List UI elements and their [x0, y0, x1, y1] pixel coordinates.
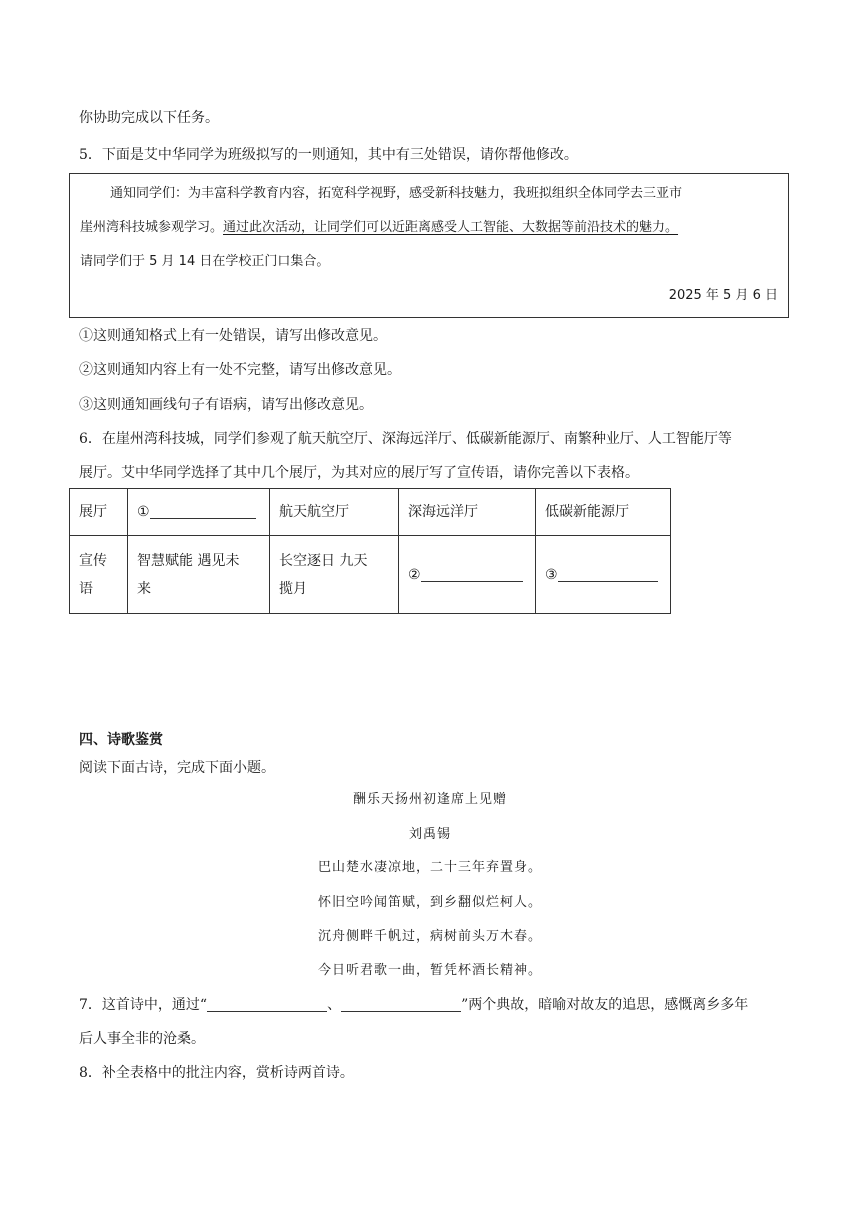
notice-date: 2025 年 5 月 6 日 [668, 288, 778, 303]
q6-stem-line1: 6．在崖州湾科技城，同学们参观了航天航空厅、深海远洋厅、低碳新能源厅、南繁种业厅、人工智能厅等 [79, 431, 732, 447]
q5-sub2: ②这则通知内容上有一处不完整，请写出修改意见。 [79, 362, 401, 378]
q7-line2: 后人事全非的沧桑。 [79, 1031, 205, 1047]
slogan-text: 来 [137, 580, 151, 597]
table-row [70, 536, 671, 614]
q5-sub1: ①这则通知格式上有一处错误，请写出修改意见。 [79, 328, 387, 344]
table-header-cell [70, 489, 128, 536]
slogan-text: 长空逐日 九天 [279, 552, 368, 569]
poem-line: 沉舟侧畔千帆过，病树前头万木春。 [317, 929, 542, 944]
poem-line: 怀旧空吟闻笛赋，到乡翻似烂柯人。 [317, 895, 542, 910]
q7-answer-blank-1[interactable] [207, 995, 327, 1012]
notice-line-1: 通知同学们：为丰富科学教育内容，拓宽科学视野，感受新科技魅力，我班拟组织全体同学去三亚市 [110, 186, 683, 201]
answer-blank-1[interactable] [150, 502, 256, 519]
poem-line: 今日听君歌一曲，暂凭杯酒长精神。 [317, 963, 542, 978]
answer-blank-2[interactable] [421, 565, 523, 582]
notice-box [69, 173, 789, 318]
q7-separator: 、 [327, 997, 342, 1013]
answer-blank-3[interactable] [558, 565, 658, 582]
section-instruction: 阅读下面古诗，完成下面小题。 [79, 760, 275, 776]
poem-title: 酬乐天扬州初逢席上见赠 [352, 792, 507, 807]
blank-marker-2: ② [408, 566, 421, 583]
notice-line-2 [80, 218, 678, 238]
table-header-cell [70, 536, 128, 614]
hall-name: 深海远洋厅 [408, 504, 478, 520]
header-label: 展厅 [79, 504, 107, 520]
blank-marker-3: ③ [545, 566, 558, 583]
table-cell [399, 489, 536, 536]
table-cell [270, 536, 399, 614]
q5-sub3: ③这则通知画线句子有语病，请写出修改意见。 [79, 397, 373, 413]
notice-underlined-sentence: 通过此次活动，让同学们可以近距离感受人工智能、大数据等前沿技术的魅力。 [223, 220, 679, 235]
q5-stem: 5．下面是艾中华同学为班级拟写的一则通知，其中有三处错误，请你帮他修改。 [79, 147, 578, 163]
q7-prefix: 7．这首诗中，通过“ [79, 997, 208, 1013]
table-cell [536, 536, 671, 614]
hall-name: 低碳新能源厅 [545, 504, 629, 520]
section-title: 四、诗歌鉴赏 [79, 732, 163, 748]
slogan-text: 智慧赋能 遇见未 [137, 552, 240, 569]
notice-line-3: 请同学们于 5 月 14 日在学校正门口集合。 [80, 254, 330, 269]
hall-name: 航天航空厅 [279, 504, 349, 520]
header-label: 宣传 [79, 552, 107, 569]
table-cell [270, 489, 399, 536]
q7-answer-blank-2[interactable] [341, 995, 461, 1012]
poem-line: 巴山楚水凄凉地，二十三年弃置身。 [317, 860, 542, 875]
q7-line1 [79, 995, 748, 1015]
slogan-text: 揽月 [279, 580, 307, 597]
notice-line-2-plain: 崖州湾科技城参观学习。 [80, 220, 224, 235]
blank-marker-1: ① [137, 504, 150, 520]
poem-author: 刘禹锡 [408, 827, 451, 842]
intro-text: 你协助完成以下任务。 [79, 110, 219, 126]
q7-suffix: ”两个典故，暗喻对故友的追思，感慨离乡多年 [461, 997, 749, 1013]
q6-stem-line2: 展厅。艾中华同学选择了其中几个展厅，为其对应的展厅写了宣传语，请你完善以下表格。 [79, 465, 639, 481]
exhibit-table [69, 488, 671, 614]
table-cell [536, 489, 671, 536]
header-label: 语 [79, 580, 93, 597]
table-row [70, 489, 671, 536]
q8-stem: 8．补全表格中的批注内容，赏析诗两首诗。 [79, 1065, 354, 1081]
table-cell [128, 489, 270, 536]
table-cell [128, 536, 270, 614]
table-cell [399, 536, 536, 614]
